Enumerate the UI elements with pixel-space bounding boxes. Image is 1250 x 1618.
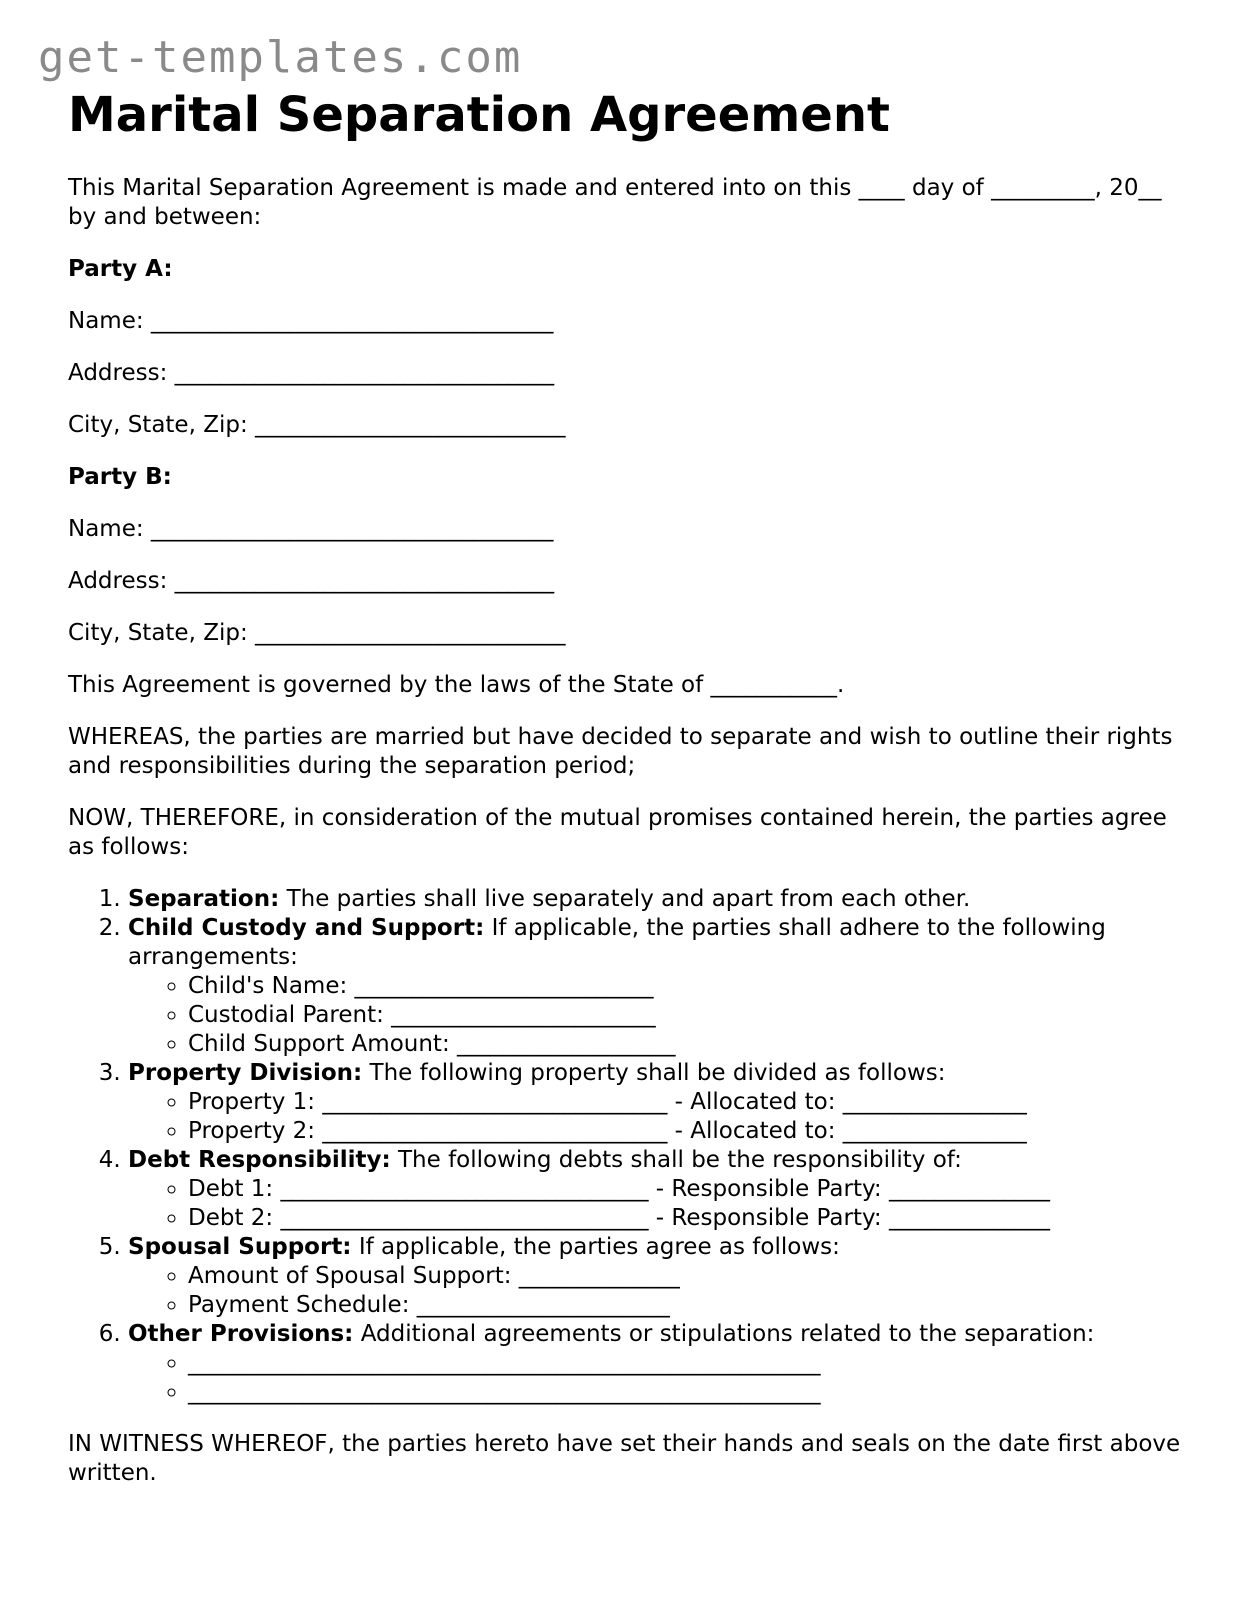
party-a-city-field: City, State, Zip: ___________________________ xyxy=(68,412,566,438)
term-item xyxy=(128,885,1188,914)
sub-list xyxy=(128,972,1188,1059)
party-b-address-field: Address: _________________________________ xyxy=(68,568,555,594)
party-b-name-field: Name: ___________________________________ xyxy=(68,516,554,542)
sub-item: ◦ Property 2: ______________________________ - Allocated to: ________________ xyxy=(188,1117,1188,1146)
term-title: Child Custody and Support: xyxy=(128,915,485,941)
term-text: If applicable, the parties shall adhere to the following arrangements: xyxy=(128,915,1106,970)
term-title: Separation: xyxy=(128,886,280,912)
term-text: The parties shall live separately and apart from each other. xyxy=(279,886,971,912)
sub-list xyxy=(128,1349,1188,1407)
now-therefore-paragraph: NOW, THEREFORE, in consideration of the mutual promises contained herein, the parties agree as follows: xyxy=(68,805,1167,860)
term-item xyxy=(128,914,1188,1059)
terms-list xyxy=(68,885,1188,1407)
term-title: Debt Responsibility: xyxy=(128,1147,391,1173)
term-text: Additional agreements or stipulations related to the separation: xyxy=(353,1321,1095,1347)
document-body xyxy=(68,86,1188,1511)
term-text: The following debts shall be the responsibility of: xyxy=(390,1147,962,1173)
sub-item: ◦ Child's Name: __________________________ xyxy=(188,972,1188,1001)
party-b-heading: Party B: xyxy=(68,464,172,490)
term-item xyxy=(128,1146,1188,1233)
governing-law-paragraph: This Agreement is governed by the laws of the State of ___________. xyxy=(68,672,845,698)
page-title: Marital Separation Agreement xyxy=(68,87,890,143)
term-title: Other Provisions: xyxy=(128,1321,354,1347)
term-title: Spousal Support: xyxy=(128,1234,352,1260)
sub-list xyxy=(128,1088,1188,1146)
sub-list xyxy=(128,1175,1188,1233)
watermark: get-templates.com xyxy=(38,32,523,83)
sub-item: ◦ Amount of Spousal Support: ______________ xyxy=(188,1262,1188,1291)
term-title: Property Division: xyxy=(128,1060,363,1086)
term-text: The following property shall be divided as follows: xyxy=(362,1060,946,1086)
party-b-city-field: City, State, Zip: ___________________________ xyxy=(68,620,566,646)
whereas-paragraph: WHEREAS, the parties are married but have decided to separate and wish to outline their rights and responsibilities during the separation period; xyxy=(68,724,1173,779)
term-item xyxy=(128,1233,1188,1320)
sub-item: ◦ _______________________________________________________ xyxy=(188,1378,1188,1407)
sub-item: ◦ Property 1: ______________________________ - Allocated to: ________________ xyxy=(188,1088,1188,1117)
intro-paragraph: This Marital Separation Agreement is made and entered into on this ____ day of _________, 20__ by and between: xyxy=(68,175,1162,230)
term-item xyxy=(128,1320,1188,1407)
sub-item: ◦ Custodial Parent: _______________________ xyxy=(188,1001,1188,1030)
sub-item: ◦ Debt 2: ________________________________ - Responsible Party: ______________ xyxy=(188,1204,1188,1233)
sub-list xyxy=(128,1262,1188,1320)
sub-item: ◦ Payment Schedule: ______________________ xyxy=(188,1291,1188,1320)
sub-item: ◦ Child Support Amount: ___________________ xyxy=(188,1030,1188,1059)
party-a-address-field: Address: _________________________________ xyxy=(68,360,555,386)
party-a-name-field: Name: ___________________________________ xyxy=(68,308,554,334)
party-a-heading: Party A: xyxy=(68,256,173,282)
sub-item: ◦ Debt 1: ________________________________ - Responsible Party: ______________ xyxy=(188,1175,1188,1204)
term-text: If applicable, the parties agree as follows: xyxy=(351,1234,840,1260)
term-item xyxy=(128,1059,1188,1146)
sub-item: ◦ _______________________________________________________ xyxy=(188,1349,1188,1378)
witness-paragraph: IN WITNESS WHEREOF, the parties hereto have set their hands and seals on the date first above written. xyxy=(68,1431,1181,1486)
